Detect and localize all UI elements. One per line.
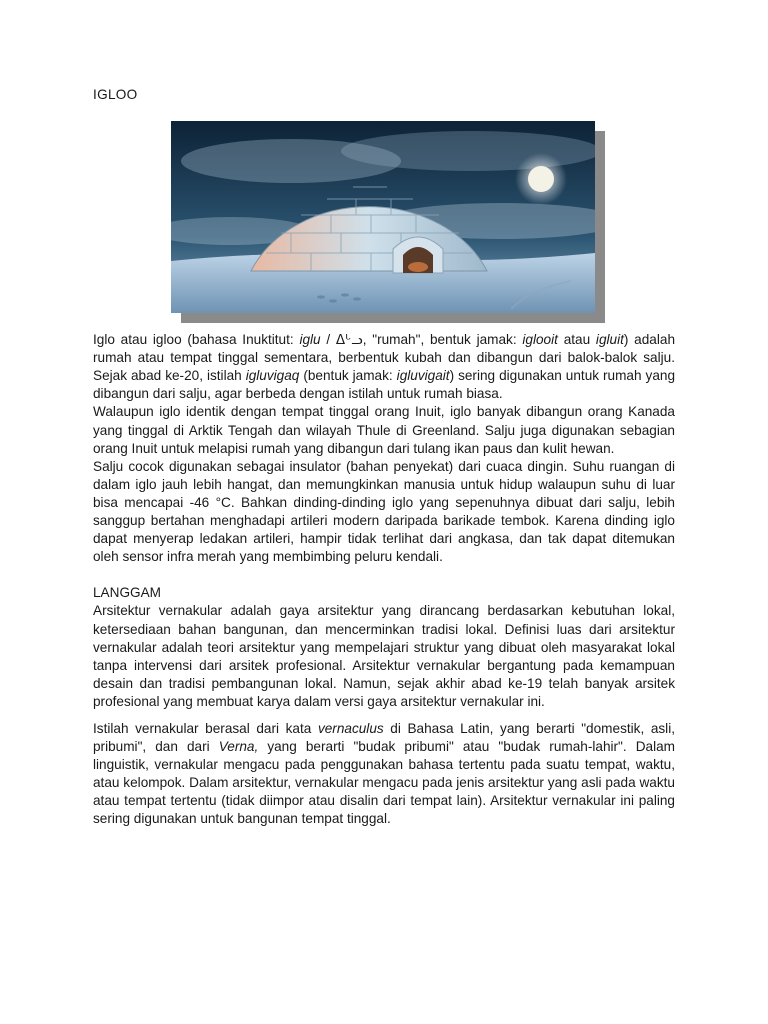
istilah-text-1: Istilah vernakular berasal dari kata — [93, 720, 318, 736]
paragraph-vernakular: Arsitektur vernakular adalah gaya arsitektur yang dirancang berdasarkan kebutuhan lokal, ketersediaan bahan bangunan, dan mencerminkan tradisi lokal. Definisi luas dari arsitektur vernakular adalah teori arsitektur yang mempelajari struktur yang dibuat oleh masyarakat lokal tanpa intervensi dari arsitek profesional. Arsitektur vernakular bergantung pada kemampuan desain dan tradisi pembangunan lokal. Namun, sejak akhir abad ke-19 telah banyak arsitek profesional yang membuat karya dalam versi gaya arsitektur vernakular ini. — [93, 603, 675, 709]
intro-text-2: / ᐃᒡᓗ, "rumah", bentuk jamak: — [320, 332, 523, 348]
spacer — [93, 566, 675, 584]
intro-text-3: atau — [557, 332, 596, 348]
term-vernaculus: vernaculus — [317, 720, 384, 736]
paragraph-istilah — [93, 720, 675, 829]
istilah-text-3: yang berarti "budak pribumi" atau "budak rumah-lahir". Dalam linguistik, vernakular mengacu pada penggunakan bahasa tertentu pada suatu tempat, waktu, atau kelompok. Dalam arsitektur, vernakular mengacu pada jenis arsitektur yang asli pada waktu atau tempat tertentu (tidak diimpor atau disalin dari tempat lain). Arsitektur vernakular ini paling sering digunakan untuk bangunan tempat tinggal. — [93, 739, 675, 827]
term-igluit: igluit — [595, 332, 624, 348]
spacer — [93, 711, 675, 720]
term-iglooit: iglooit — [522, 332, 558, 348]
igloo-photo — [171, 121, 595, 313]
term-iglu: iglu — [299, 332, 321, 348]
paragraph-insulator: Salju cocok digunakan sebagai insulator (bahan penyekat) dari cuaca dingin. Suhu ruangan di dalam iglo jauh lebih hangat, dan memungkinkan manusia untuk hidup walaupun suhu di luar bisa mencapai -46 °C. Bahkan dinding-dinding iglo yang sepenuhnya dibuat dari salju, lebih sanggup bertahan menghadapi artileri modern daripada barikade tembok. Karena dinding iglo dapat menyerap ledakan artileri, hampir tidak terlihat dari angkasa, dan tak dapat ditemukan oleh sensor infra merah yang membimbing peluru kendali. — [93, 458, 675, 565]
term-verna: Verna, — [218, 739, 259, 755]
paragraph-intro — [93, 331, 675, 403]
term-igluvigait: igluvigait — [396, 368, 450, 384]
term-igluvigaq: igluvigaq — [245, 368, 300, 384]
intro-text-6: ) sering digunakan untuk rumah yang dibangun dari salju, agar berbeda dengan istilah untuk rumah biasa. — [93, 368, 676, 402]
section-heading-langgam: LANGGAM — [93, 585, 161, 601]
intro-text-5: (bentuk jamak: — [299, 368, 397, 384]
intro-text-1: Iglo atau igloo (bahasa Inuktitut: — [93, 332, 300, 348]
intro-text-4: ) adalah rumah atau tempat tinggal sementara, berbentuk kubah dan dibangun dari balok-balok salju. Sejak abad ke-20, istilah — [93, 332, 676, 384]
page-title: IGLOO — [93, 87, 138, 102]
document-page — [93, 86, 675, 829]
igloo-illustration — [171, 121, 595, 313]
figure — [171, 121, 595, 313]
istilah-text-2: di Bahasa Latin, yang berarti "domestik, asli, pribumi", dan dari — [93, 720, 676, 755]
paragraph-inuit: Walaupun iglo identik dengan tempat tinggal orang Inuit, iglo banyak dibangun orang Kanada yang tinggal di Arktik Tengah dan wilayah Thule di Greenland. Salju juga digunakan sebagian orang Inuit untuk melapisi rumah yang dibangun dari tulang ikan paus dan kulit hewan. — [93, 404, 675, 456]
